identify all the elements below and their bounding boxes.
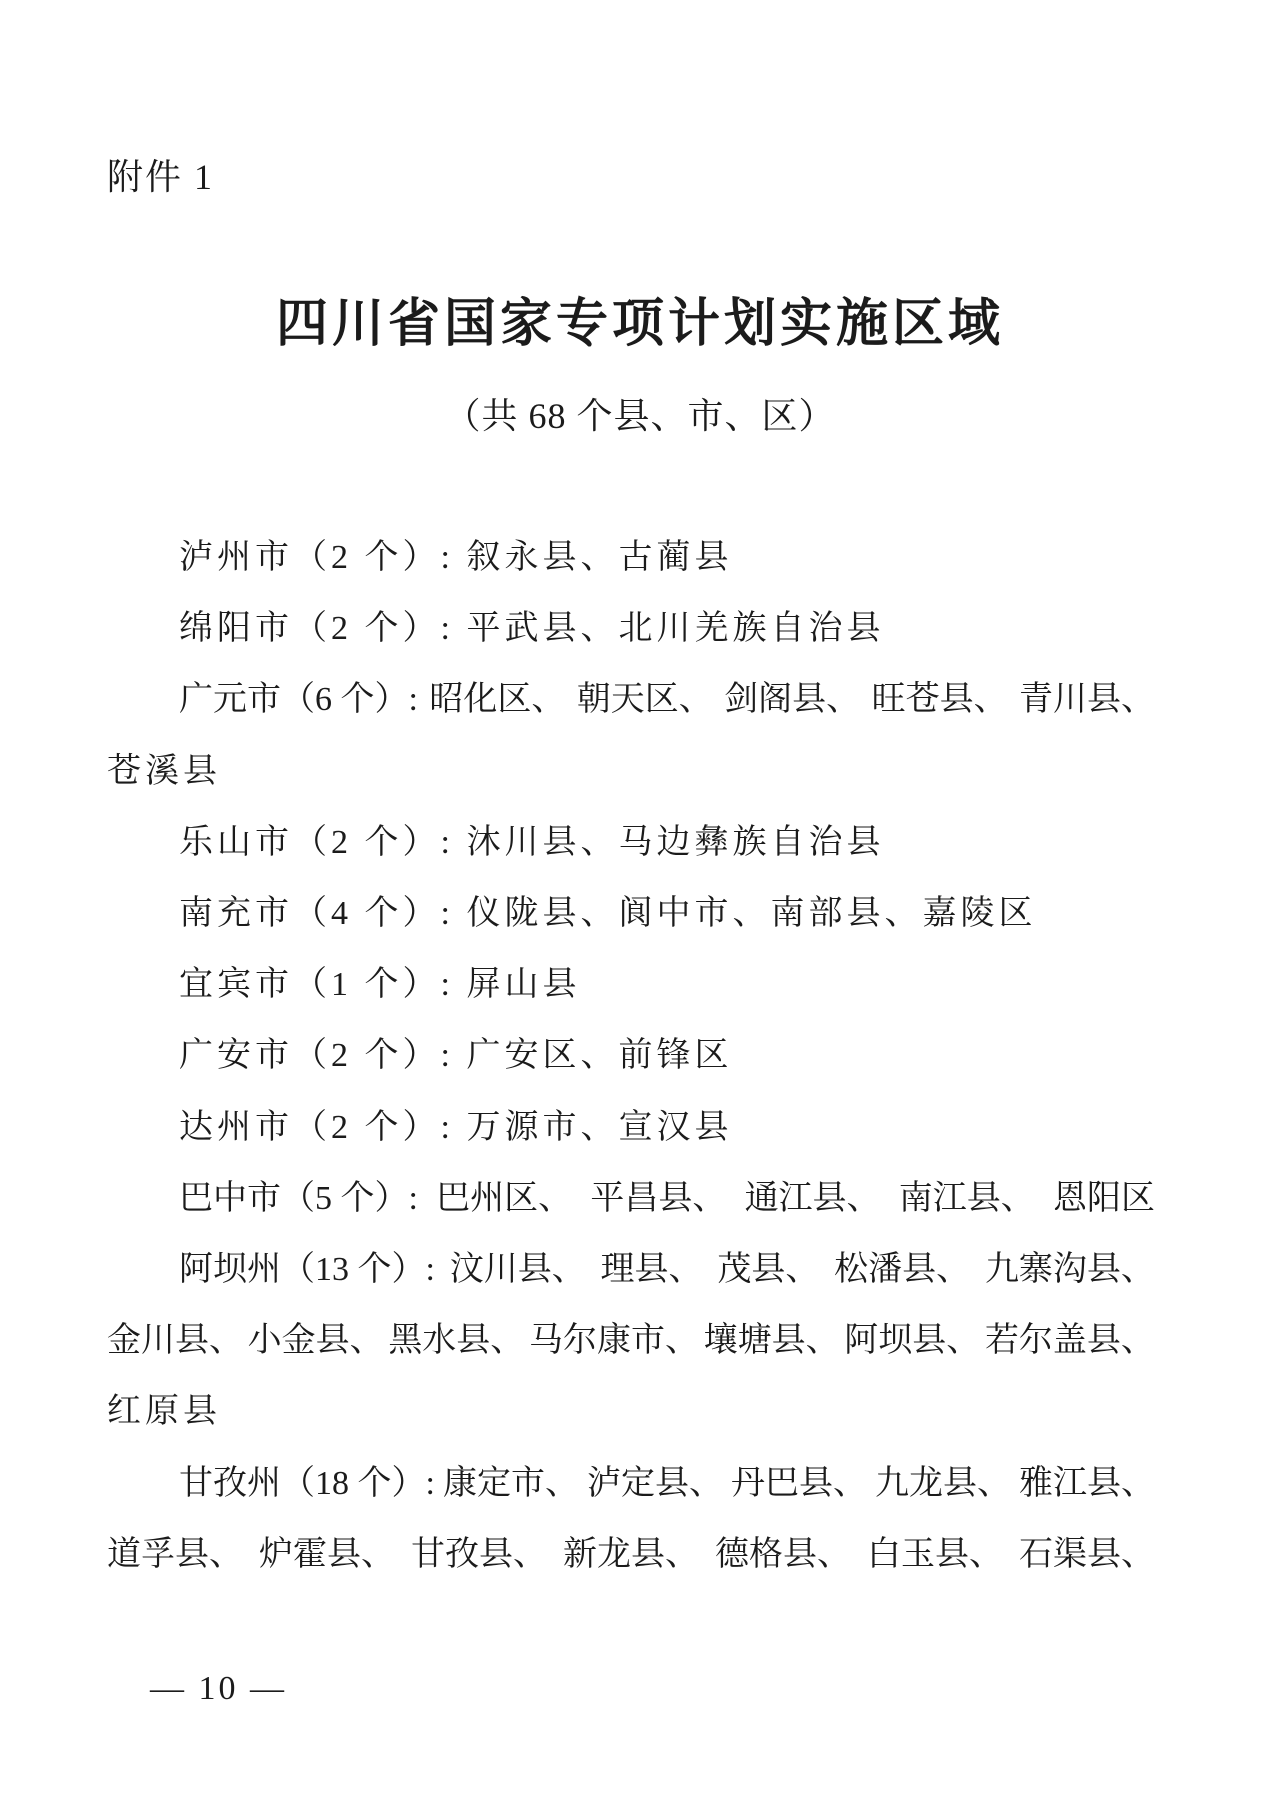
line-segment: 黑水县、	[388, 1322, 525, 1360]
line-segment: 若尔盖县、	[984, 1322, 1155, 1360]
line-segment: 九寨沟县、	[984, 1250, 1155, 1288]
body-line	[107, 1301, 1155, 1372]
line-segment: 南江县、	[898, 1179, 1035, 1217]
line-segment: 南充市（4 个）: 仪陇县、阆中市、南部县、嘉陵区	[179, 895, 1037, 933]
page-number: — 10 —	[150, 1670, 287, 1707]
line-segment: 甘孜县、	[411, 1535, 547, 1573]
line-segment: 九龙县、	[874, 1464, 1011, 1502]
body-line	[107, 1088, 1155, 1159]
body-line	[107, 1016, 1155, 1087]
body-line	[107, 1372, 1155, 1443]
region-list	[107, 518, 1155, 1586]
line-segment: 丹巴县、	[730, 1464, 867, 1502]
line-segment: 乐山市（2 个）: 沐川县、马边彝族自治县	[179, 823, 885, 861]
line-segment: 广安市（2 个）: 广安区、前锋区	[179, 1037, 733, 1075]
line-segment: 松潘县、	[834, 1250, 971, 1288]
line-segment: 旺苍县、	[871, 681, 1008, 719]
line-segment: 通江县、	[744, 1179, 881, 1217]
body-line	[107, 874, 1155, 945]
line-segment: 恩阳区	[1052, 1179, 1155, 1217]
line-segment: 巴中市（5 个）:	[179, 1179, 418, 1217]
line-segment: 广元市（6 个）:	[179, 681, 418, 719]
line-segment: 道孚县、	[107, 1535, 243, 1573]
line-segment: 马尔康市、	[528, 1322, 699, 1360]
body-line	[107, 660, 1155, 731]
body-line	[107, 1159, 1155, 1230]
line-segment: 绵阳市（2 个）: 平武县、北川羌族自治县	[179, 610, 885, 648]
line-segment: 茂县、	[717, 1250, 820, 1288]
line-segment: 德格县、	[715, 1535, 851, 1573]
body-line	[107, 1230, 1155, 1301]
body-line	[107, 1443, 1155, 1514]
line-segment: 平昌县、	[590, 1179, 727, 1217]
line-segment: 金川县、	[107, 1322, 243, 1360]
line-segment: 汶川县、	[449, 1250, 586, 1288]
line-segment: 泸定县、	[586, 1464, 723, 1502]
line-segment: 巴州区、	[436, 1179, 573, 1217]
line-segment: 昭化区、	[429, 681, 566, 719]
line-segment: 青川县、	[1018, 681, 1155, 719]
line-segment: 小金县、	[247, 1322, 384, 1360]
line-segment: 壤塘县、	[703, 1322, 840, 1360]
line-segment: 宜宾市（1 个）: 屏山县	[179, 966, 581, 1004]
line-segment: 康定市、	[442, 1464, 579, 1502]
line-segment: 朝天区、	[576, 681, 713, 719]
line-segment: 泸州市（2 个）: 叙永县、古蔺县	[179, 539, 733, 577]
attachment-label: 附件 1	[107, 157, 215, 197]
page-subtitle: （共 68 个县、市、区）	[444, 396, 836, 436]
line-segment: 雅江县、	[1018, 1464, 1155, 1502]
body-line	[107, 1515, 1155, 1586]
line-segment: 阿坝县、	[844, 1322, 981, 1360]
page-title: 四川省国家专项计划实施区域	[275, 296, 1004, 353]
line-segment: 新龙县、	[563, 1535, 699, 1573]
line-segment: 石渠县、	[1019, 1535, 1155, 1573]
line-segment: 红原县	[107, 1393, 221, 1431]
line-segment: 达州市（2 个）: 万源市、宣汉县	[179, 1108, 733, 1146]
line-segment: 阿坝州（13 个）:	[179, 1250, 435, 1288]
body-line	[107, 732, 1155, 803]
body-line	[107, 589, 1155, 660]
line-segment: 剑阁县、	[724, 681, 861, 719]
line-segment: 理县、	[600, 1250, 703, 1288]
body-line	[107, 803, 1155, 874]
line-segment: 甘孜州（18 个）:	[179, 1464, 435, 1502]
body-line	[107, 518, 1155, 589]
line-segment: 白玉县、	[867, 1535, 1003, 1573]
body-line	[107, 945, 1155, 1016]
line-segment: 炉霍县、	[259, 1535, 395, 1573]
line-segment: 苍溪县	[107, 752, 221, 790]
